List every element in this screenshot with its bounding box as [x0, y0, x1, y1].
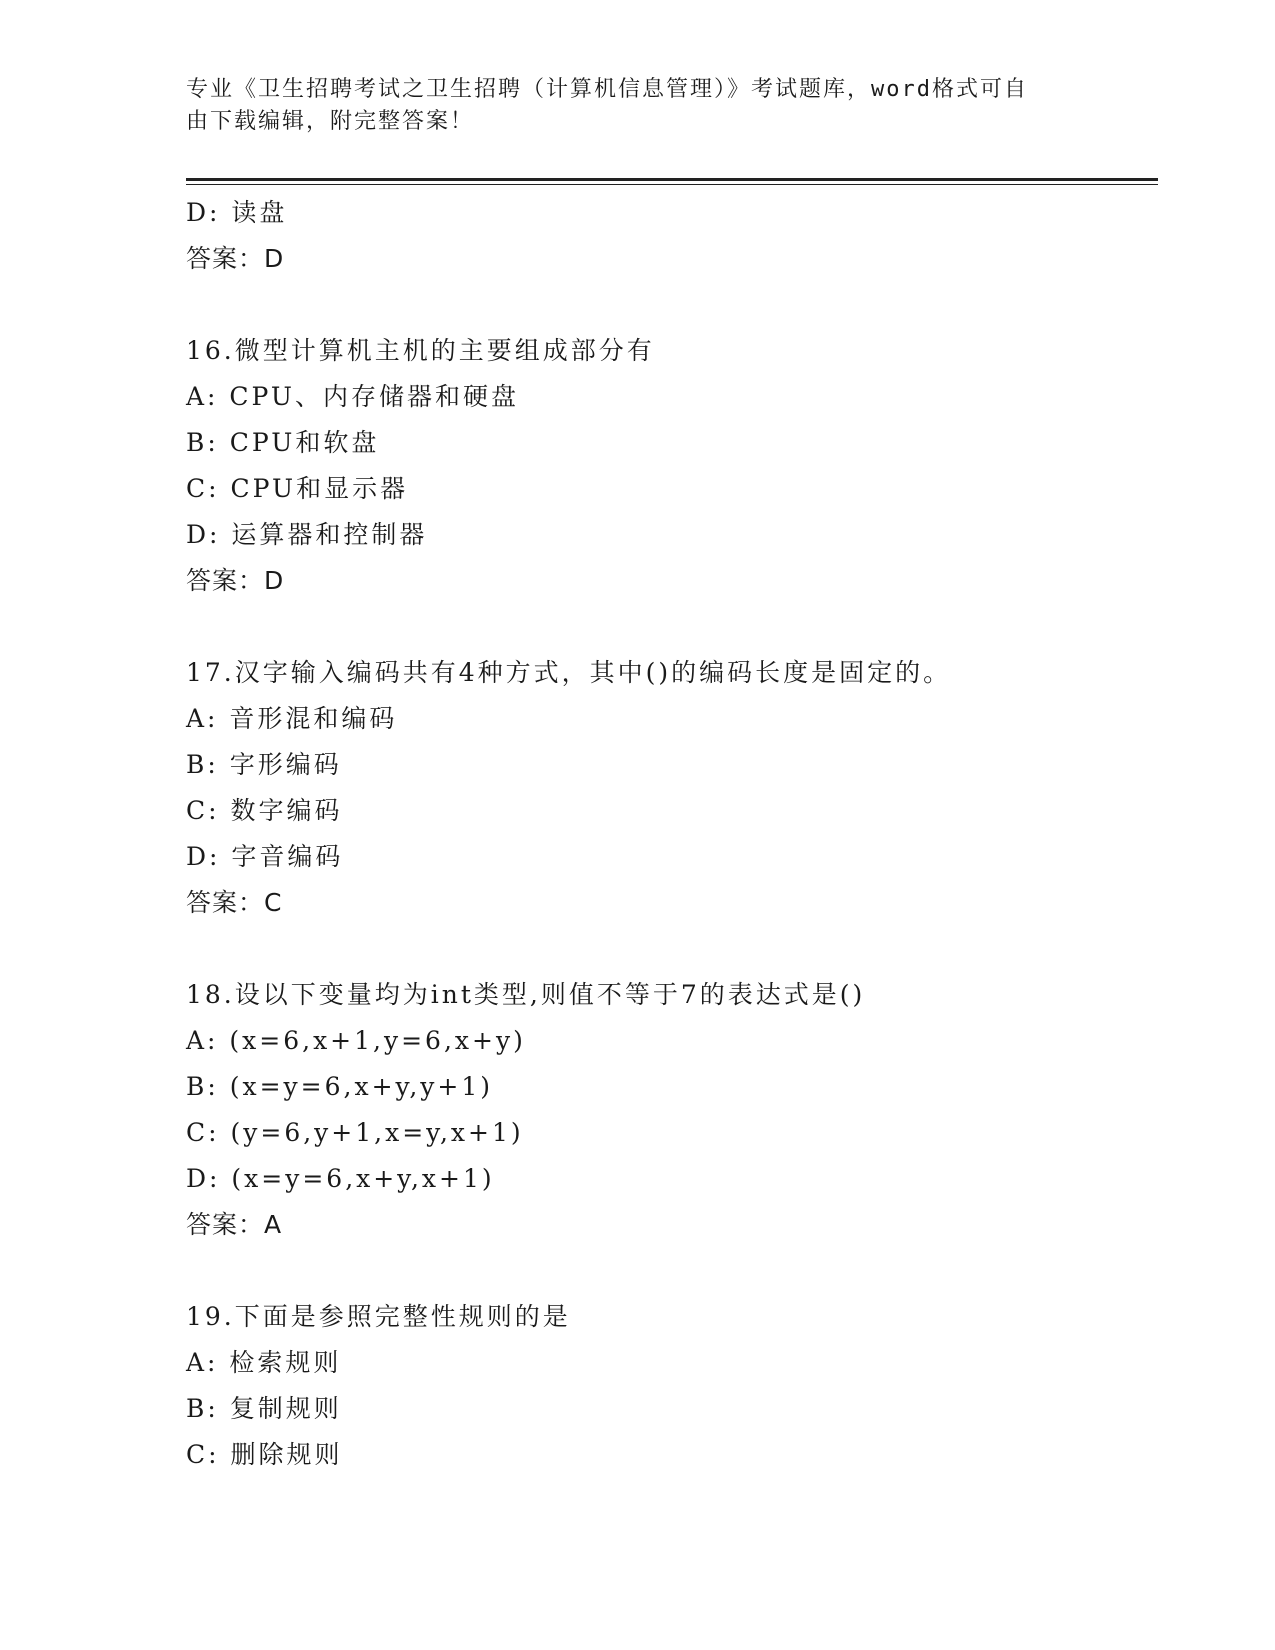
question-list — [186, 190, 1158, 1478]
question-stem: 16.微型计算机主机的主要组成部分有 — [186, 336, 655, 365]
option-b: B: 字形编码 — [186, 750, 342, 779]
option-b: B: 复制规则 — [186, 1394, 342, 1423]
option-c: C: (y=6,y+1,x=y,x+1) — [186, 1118, 524, 1147]
question-stem: 19.下面是参照完整性规则的是 — [186, 1302, 571, 1331]
spacer — [186, 604, 1158, 650]
option-b: B: (x=y=6,x+y,y+1) — [186, 1072, 493, 1101]
question-stem: 17.汉字输入编码共有4种方式，其中()的编码长度是固定的。 — [186, 658, 952, 687]
option-d: D: 运算器和控制器 — [186, 520, 428, 549]
option-c: C: 数字编码 — [186, 796, 343, 825]
spacer — [186, 1248, 1158, 1294]
option-c: C: CPU和显示器 — [186, 474, 409, 503]
answer-line: 答案：C — [186, 888, 283, 917]
question-stem: 18.设以下变量均为int类型,则值不等于7的表达式是() — [186, 980, 866, 1009]
answer-line: 答案：D — [186, 566, 285, 595]
option-a: A: 检索规则 — [186, 1348, 342, 1377]
spacer — [186, 282, 1158, 328]
option-d: D: 字音编码 — [186, 842, 344, 871]
header-divider-thin — [186, 184, 1158, 185]
document-header — [186, 74, 1066, 138]
option-d: D: (x=y=6,x+y,x+1) — [186, 1164, 495, 1193]
answer-line: 答案：A — [186, 1210, 283, 1239]
option-a: A: 音形混和编码 — [186, 704, 398, 733]
answer-line: 答案：D — [186, 244, 285, 273]
option-b: B: CPU和软盘 — [186, 428, 380, 457]
spacer — [186, 926, 1158, 972]
header-line-2: 由下载编辑，附完整答案！ — [186, 109, 475, 134]
option-a: A: CPU、内存储器和硬盘 — [186, 382, 520, 411]
option-c: C: 删除规则 — [186, 1440, 343, 1469]
option-d: D: 读盘 — [186, 198, 288, 227]
header-divider-thick — [186, 178, 1158, 181]
option-a: A: (x=6,x+1,y=6,x+y) — [186, 1026, 526, 1055]
header-line-1: 专业《卫生招聘考试之卫生招聘（计算机信息管理）》考试题库，word格式可自 — [186, 77, 1028, 102]
